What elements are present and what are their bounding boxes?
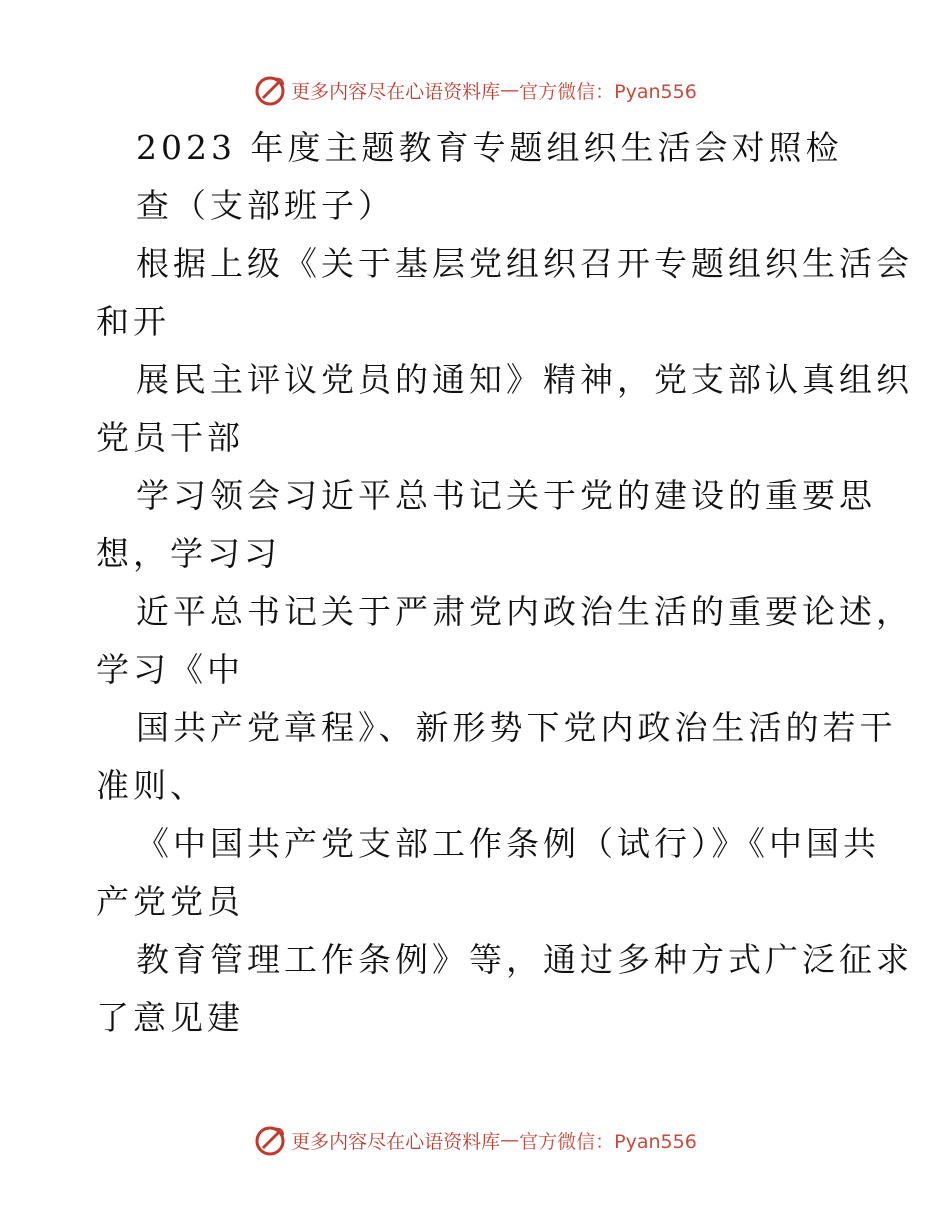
body-line: 根据上级《关于基层党组织召开专题组织生活会 (136, 244, 913, 283)
watermark-dash: — (500, 1129, 520, 1151)
body-line: 学习领会习近平总书记关于党的建设的重要思 (136, 476, 876, 515)
watermark-brand: 更多内容尽在心语资料库 (291, 80, 501, 103)
body-line: 想，学习习 (96, 534, 281, 573)
doc-title-line-2: 查（支部班子） (136, 186, 395, 225)
header-watermark (0, 72, 950, 108)
watermark-brand: 更多内容尽在心语资料库 (291, 1130, 501, 1153)
body-line: 展民主评议党员的通知》精神，党支部认真组织 (136, 360, 913, 399)
body-line: 准则、 (96, 766, 207, 805)
quill-logo-icon (253, 1123, 287, 1157)
body-line: 了意见建 (96, 998, 244, 1037)
body-line: 国共产党章程》、新形势下党内政治生活的若干 (136, 708, 897, 747)
body-line: 和开 (96, 302, 170, 341)
body-line: 近平总书记关于严肃党内政治生活的重要论述， (136, 592, 913, 631)
watermark-contact: 官方微信：Pyan556 (519, 1130, 697, 1153)
body-line: 学习《中 (96, 650, 244, 689)
body-line: 党员干部 (96, 418, 244, 457)
doc-title-line-1: 2023 年度主题教育专题组织生活会对照检 (136, 128, 843, 167)
body-line: 教育管理工作条例》等，通过多种方式广泛征求 (136, 940, 913, 979)
quill-logo-icon (253, 73, 287, 107)
footer-watermark (0, 1122, 950, 1158)
body-line: 《中国共产党支部工作条例（试行）》《中国共 (136, 824, 880, 863)
watermark-contact: 官方微信：Pyan556 (519, 80, 697, 103)
body-line: 产党党员 (96, 882, 244, 921)
watermark-dash: — (500, 79, 520, 101)
